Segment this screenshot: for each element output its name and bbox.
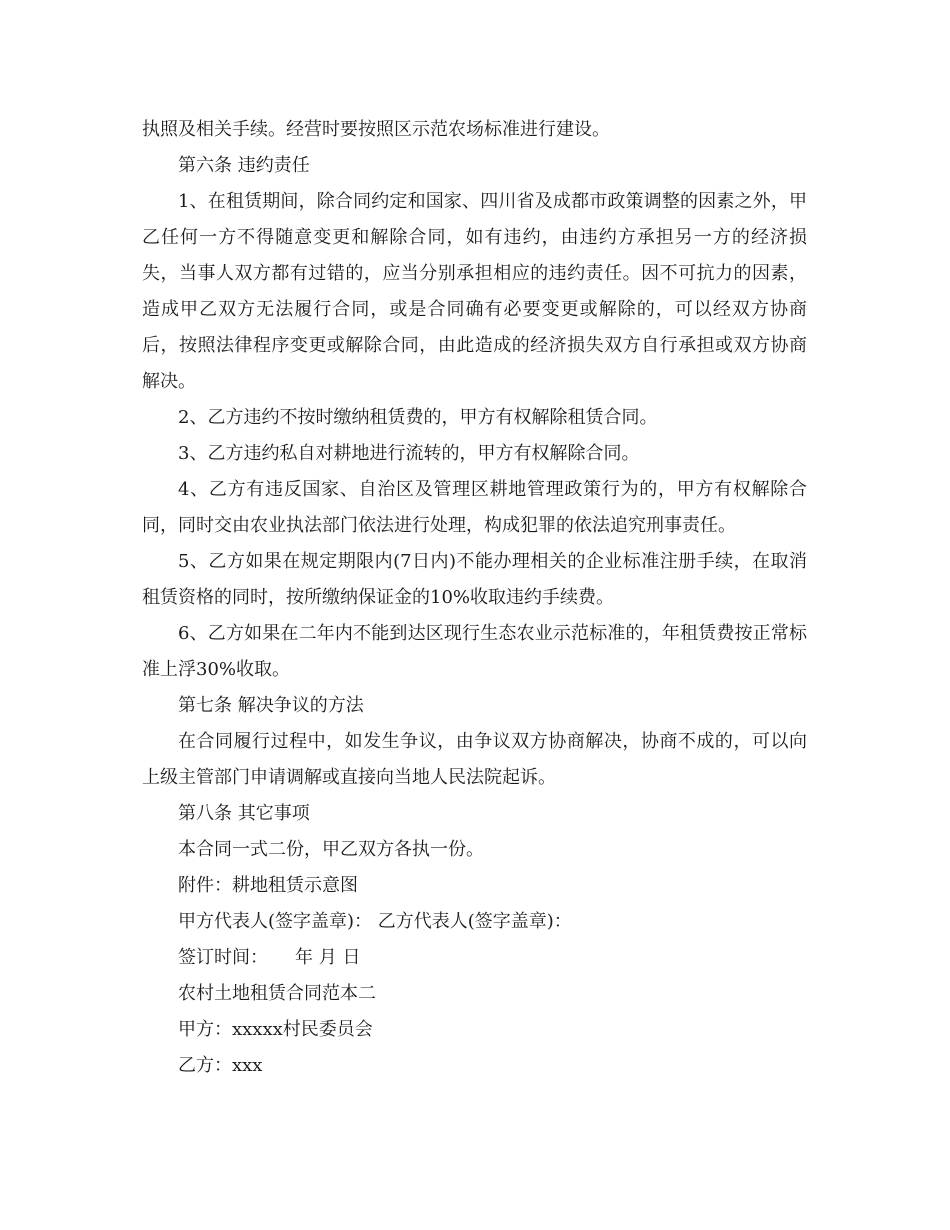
party-b-line: 乙方：xxx [178, 1055, 263, 1076]
article-6-clause-2: 2、乙方违约不按时缴纳租赁费的，甲方有权解除租赁合同。 [178, 407, 658, 428]
attachment-line: 附件：耕地租赁示意图 [178, 875, 358, 896]
article-6-clause-6: 6、乙方如果在二年内不能到达区现行生态农业示范标准的，年租赁费按正常标准上浮30%收取。 [142, 623, 807, 680]
template-two-title: 农村土地租赁合同范本二 [178, 983, 376, 1004]
party-a-line: 甲方：xxxxx村民委员会 [178, 1019, 373, 1040]
article-6-clause-4: 4、乙方有违反国家、自治区及管理区耕地管理政策行为的，甲方有权解除合同，同时交由农业执法部门依法进行处理，构成犯罪的依法追究刑事责任。 [142, 479, 807, 536]
signature-line: 甲方代表人(签字盖章)： 乙方代表人(签字盖章)： [178, 911, 572, 932]
article-7-heading: 第七条 解决争议的方法 [178, 695, 364, 716]
document-body [142, 112, 807, 1084]
article-8-heading: 第八条 其它事项 [178, 803, 310, 824]
article-8-copies: 本合同一式二份，甲乙双方各执一份。 [178, 839, 484, 860]
article-6-heading: 第六条 违约责任 [178, 155, 310, 176]
article-6-clause-1: 1、在租赁期间，除合同约定和国家、四川省及成都市政策调整的因素之外，甲乙任何一方不得随意变更和解除合同，如有违约，由违约方承担另一方的经济损失，当事人双方都有过错的，应当分别承担相应的违约责任。因不可抗力的因素，造成甲乙双方无法履行合同，或是合同确有必要变更或解除的，可以经双方协商后，按照法律程序变更或解除合同，由此造成的经济损失双方自行承担或双方协商解决。 [142, 191, 807, 392]
signing-date-line: 签订时间： 年 月 日 [178, 947, 361, 968]
article-6-clause-5: 5、乙方如果在规定期限内(7日内)不能办理相关的企业标准注册手续，在取消租赁资格的同时，按所缴纳保证金的10%收取违约手续费。 [142, 551, 807, 608]
article-6-clause-3: 3、乙方违约私自对耕地进行流转的，甲方有权解除合同。 [178, 443, 640, 464]
article-7-body: 在合同履行过程中，如发生争议，由争议双方协商解决，协商不成的，可以向上级主管部门申请调解或直接向当地人民法院起诉。 [142, 731, 807, 788]
paragraph-continuation: 执照及相关手续。经营时要按照区示范农场标准进行建设。 [142, 119, 610, 140]
